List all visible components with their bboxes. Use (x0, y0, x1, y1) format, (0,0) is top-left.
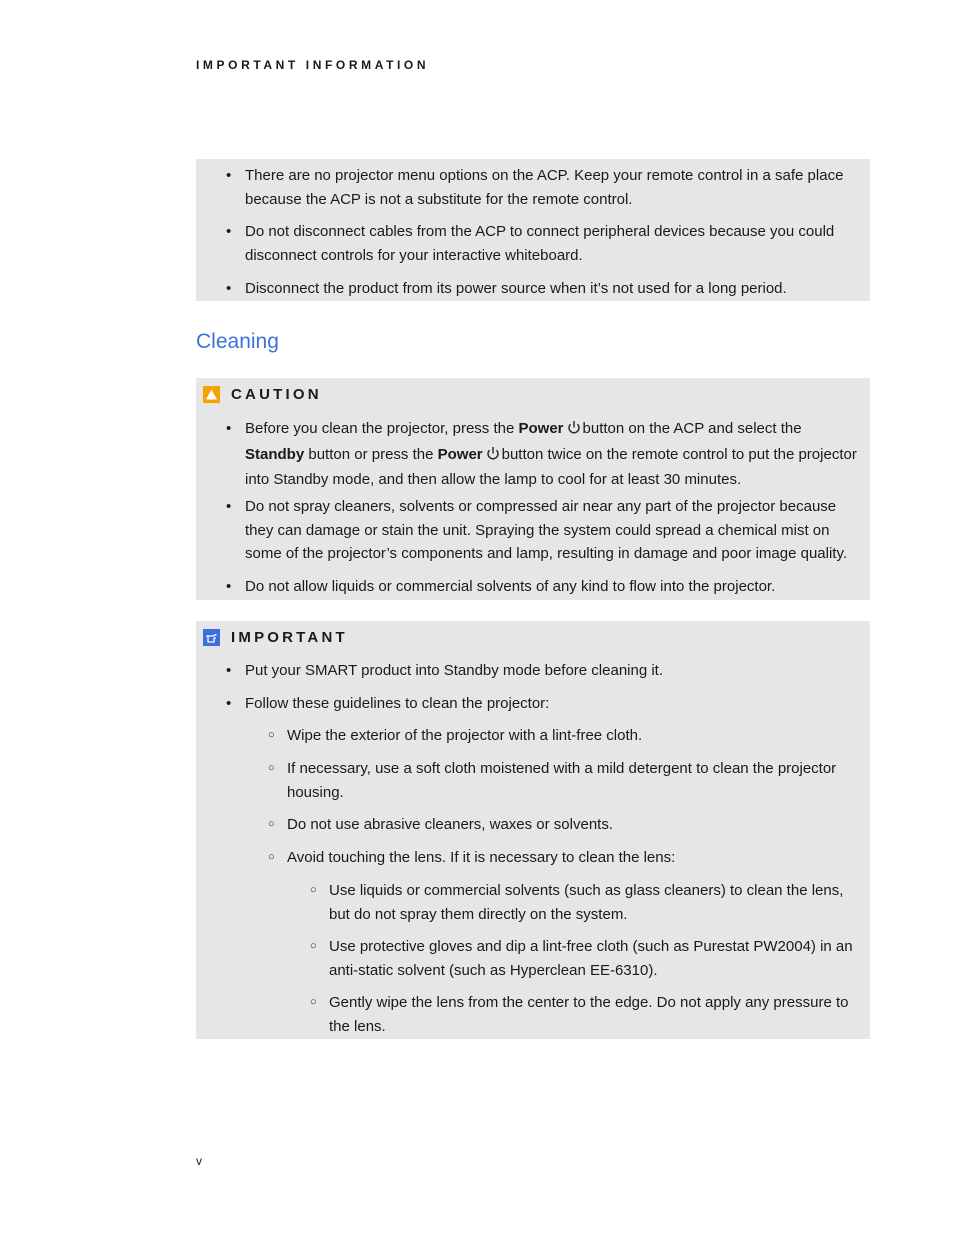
important-header (203, 629, 348, 646)
list-item-text: Before you clean the projector, press the Power button on the ACP and select the Standby button or press the Power button twice on the remote control to put the projector into Standby mode, and then allow the lamp to cool for at least 30 minutes. (245, 420, 857, 488)
caution-label: CAUTION (231, 386, 322, 403)
sub-bullet: ○ (268, 818, 275, 830)
sub-sub-bullet: ○ (310, 996, 317, 1008)
sub-bullet: ○ (268, 851, 275, 863)
list-item-text: Put your SMART product into Standby mode before cleaning it. (245, 662, 664, 679)
sub-list-item-text: Do not use abrasive cleaners, waxes or solvents. (287, 816, 613, 833)
important-box (196, 621, 870, 1039)
list-item-text: Do not spray cleaners, solvents or compressed air near any part of the projector because they can damage or stain the unit. Spraying the system could spread a chemical mist on some of the projector’s components and lamp, resulting in damage and poor image quality. (245, 498, 848, 562)
sub-sub-list-item-text: Use protective gloves and dip a lint-free cloth (such as Purestat PW2004) in an anti-static solvent (such as Hyperclean EE-6310). (329, 938, 853, 979)
bullet: • (226, 223, 232, 240)
running-head: IMPORTANT INFORMATION (196, 58, 430, 72)
bullet: • (226, 662, 232, 679)
sub-list-item-text: If necessary, use a soft cloth moistened with a mild detergent to clean the projector housing. (287, 760, 837, 801)
caution-icon (203, 386, 220, 403)
bullet: • (226, 578, 232, 595)
power-icon (567, 419, 581, 443)
sub-bullet: ○ (268, 762, 275, 774)
sub-sub-list-item-text: Use liquids or commercial solvents (such as glass cleaners) to clean the lens, but do not spray them directly on the system. (329, 882, 844, 923)
bullet: • (226, 695, 232, 712)
important-label: IMPORTANT (231, 629, 348, 646)
page-number: v (196, 1154, 202, 1168)
bullet: • (226, 280, 232, 297)
bullet: • (226, 420, 232, 437)
list-item-text: Do not allow liquids or commercial solvents of any kind to flow into the projector. (245, 578, 776, 595)
caution-box (196, 378, 870, 600)
sub-list-item-text: Avoid touching the lens. If it is necessary to clean the lens: (287, 849, 676, 866)
caution-header (203, 386, 322, 403)
list-item-text: Follow these guidelines to clean the projector: (245, 695, 550, 712)
section-heading: Cleaning (196, 330, 279, 353)
sub-sub-bullet: ○ (310, 884, 317, 896)
power-icon (486, 445, 500, 469)
bullet: • (226, 167, 232, 184)
sub-sub-list-item-text: Gently wipe the lens from the center to the edge. Do not apply any pressure to the lens. (329, 994, 849, 1035)
list-item-text: Disconnect the product from its power source when it’s not used for a long period. (245, 280, 787, 297)
sub-bullet: ○ (268, 729, 275, 741)
sub-list-item-text: Wipe the exterior of the projector with a lint-free cloth. (287, 727, 643, 744)
list-item-text: There are no projector menu options on the ACP. Keep your remote control in a safe place because the ACP is not a substitute for the remote control. (245, 167, 844, 208)
pointing-hand-icon (203, 629, 220, 646)
list-item-text: Do not disconnect cables from the ACP to connect peripheral devices because you could disconnect controls for your interactive whiteboard. (245, 223, 835, 264)
bullet: • (226, 498, 232, 515)
sub-sub-bullet: ○ (310, 940, 317, 952)
notice-box-top (196, 159, 870, 301)
